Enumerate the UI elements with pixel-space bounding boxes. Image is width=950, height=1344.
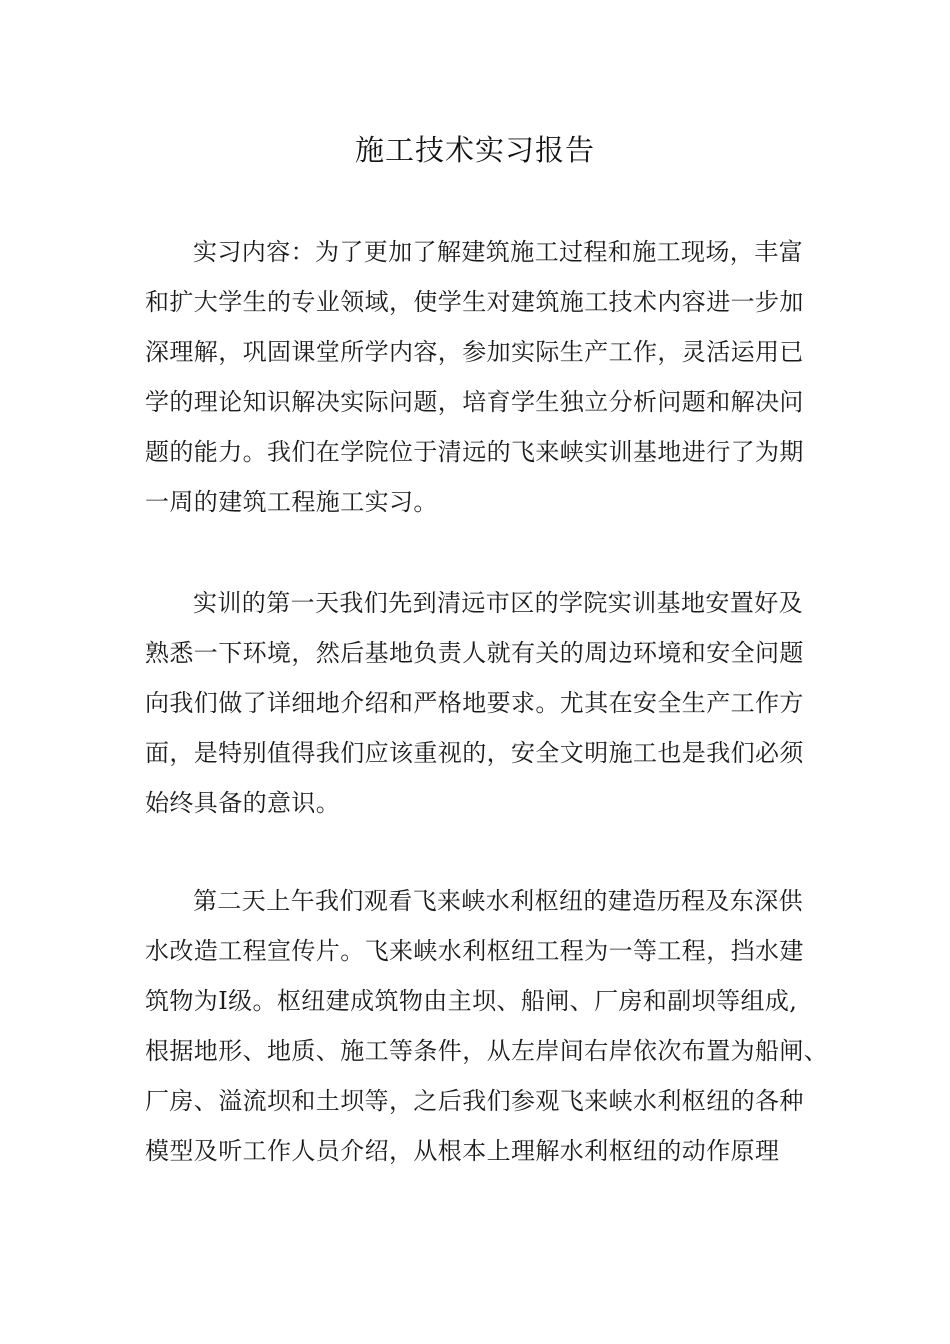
paragraph-line: 学的理论知识解决实际问题，培育学生独立分析问题和解决问	[145, 388, 804, 416]
paragraph-line: 实训的第一天我们先到清远市区的学院实训基地安置好及	[193, 589, 803, 617]
paragraph-line: 深理解，巩固课堂所学内容，参加实际生产工作，灵活运用已	[145, 338, 804, 366]
paragraph-line: 厂房、溢流坝和土坝等，之后我们参观飞来峡水利枢纽的各种	[145, 1087, 804, 1115]
paragraph-3	[145, 876, 829, 1176]
paragraph-line: 实习内容：为了更加了解建筑施工过程和施工现场，丰富	[193, 238, 803, 266]
paragraph-line: 面，是特别值得我们应该重视的，安全文明施工也是我们必须	[145, 739, 804, 767]
paragraph-line: 一周的建筑工程施工实习。	[145, 488, 438, 516]
paragraph-1	[145, 227, 815, 527]
paragraph-line: 题的能力。我们在学院位于清远的飞来峡实训基地进行了为期	[145, 438, 804, 466]
paragraph-line: 第二天上午我们观看飞来峡水利枢纽的建造历程及东深供	[193, 887, 803, 915]
document-title: 施工技术实习报告	[354, 133, 595, 167]
paragraph-line: 向我们做了详细地介绍和严格地要求。尤其在安全生产工作方	[145, 689, 804, 717]
paragraph-line: 始终具备的意识。	[145, 789, 341, 817]
paragraph-line: 模型及听工作人员介绍，从根本上理解水利枢纽的动作原理	[145, 1137, 780, 1165]
paragraph-line: 根据地形、地质、施工等条件，从左岸间右岸依次布置为船闸、	[145, 1037, 829, 1065]
paragraph-line: 筑物为Ⅰ级。枢纽建成筑物由主坝、船闸、厂房和副坝等组成,	[145, 987, 798, 1015]
paragraph-line: 和扩大学生的专业领域，使学生对建筑施工技术内容进一步加	[145, 288, 804, 316]
paragraph-2	[145, 578, 815, 828]
paragraph-line: 熟悉一下环境，然后基地负责人就有关的周边环境和安全问题	[145, 639, 804, 667]
paragraph-line: 水改造工程宣传片。飞来峡水利枢纽工程为一等工程，挡水建	[145, 937, 804, 965]
